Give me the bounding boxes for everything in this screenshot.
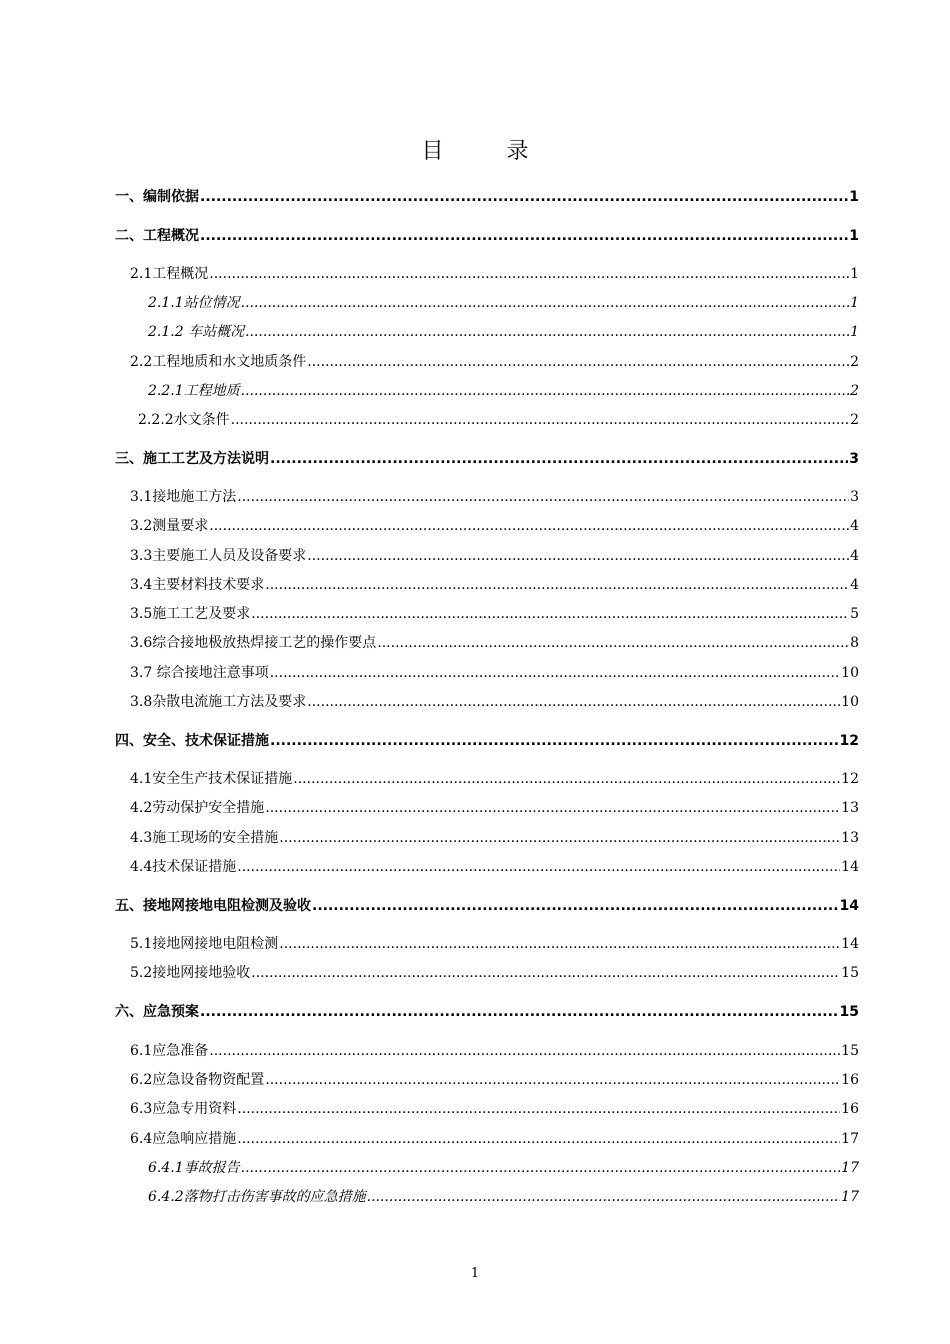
toc-entry-page: 3	[849, 451, 859, 467]
toc-leader-dots	[241, 1160, 841, 1176]
toc-entry[interactable]	[130, 827, 859, 847]
toc-entry-page: 17	[841, 1189, 859, 1205]
toc-entry-page: 12	[841, 771, 859, 787]
toc-entry-label: 4.3施工现场的安全措施	[130, 830, 279, 846]
toc-entry-label: 6.4应急响应措施	[130, 1131, 237, 1147]
toc-entry-label: 3.4主要材料技术要求	[130, 577, 265, 593]
toc-leader-dots	[241, 383, 849, 399]
toc-entry-page: 2	[850, 383, 859, 399]
toc-entry-page: 15	[841, 965, 859, 981]
toc-entry[interactable]	[130, 1128, 859, 1148]
toc-entry-page: 10	[841, 694, 859, 710]
toc-entry-page: 1	[849, 189, 859, 205]
toc-entry-page: 3	[850, 489, 859, 505]
toc-entry-page: 14	[841, 859, 859, 875]
toc-entry-label: 3.7 综合接地注意事项	[130, 665, 269, 681]
toc-entry[interactable]	[130, 263, 859, 283]
toc-entry-page: 16	[841, 1101, 859, 1117]
toc-leader-dots	[209, 1043, 840, 1059]
toc-entry[interactable]	[115, 225, 859, 245]
toc-entry-page: 13	[841, 830, 859, 846]
toc-entry[interactable]	[130, 574, 859, 594]
toc-entry-page: 1	[850, 295, 859, 311]
toc-entry-label: 一、编制依据	[115, 189, 199, 205]
toc-leader-dots	[237, 1101, 840, 1117]
toc-leader-dots	[265, 577, 849, 593]
toc-entry-page: 10	[841, 665, 859, 681]
toc-entry[interactable]	[148, 292, 859, 312]
toc-entry-label: 6.4.2落物打击伤害事故的应急措施	[148, 1189, 366, 1205]
toc-entry-label: 3.5施工工艺及要求	[130, 606, 251, 622]
toc-entry-label: 6.4.1事故报告	[148, 1160, 240, 1176]
toc-entry[interactable]	[130, 768, 859, 788]
toc-leader-dots	[237, 489, 849, 505]
toc-entry[interactable]	[115, 730, 859, 750]
toc-entry-page: 15	[841, 1043, 859, 1059]
toc-entry-label: 6.1应急准备	[130, 1043, 209, 1059]
toc-leader-dots	[231, 412, 849, 428]
toc-entry-label: 六、应急预案	[115, 1004, 199, 1020]
toc-entry[interactable]	[138, 409, 859, 429]
toc-entry-page: 1	[850, 266, 859, 282]
toc-entry-label: 2.2工程地质和水文地质条件	[130, 354, 307, 370]
toc-leader-dots	[293, 771, 840, 787]
toc-entry-label: 3.6综合接地极放热焊接工艺的操作要点	[130, 635, 377, 651]
toc-leader-dots	[279, 936, 840, 952]
toc-leader-dots	[270, 451, 848, 467]
toc-entry[interactable]	[130, 691, 859, 711]
toc-entry-page: 17	[841, 1160, 859, 1176]
toc-entry[interactable]	[148, 321, 859, 341]
toc-entry-page: 2	[850, 412, 859, 428]
toc-leader-dots	[307, 694, 840, 710]
toc-leader-dots	[312, 898, 839, 914]
toc-entry[interactable]	[148, 1157, 859, 1177]
toc-entry-page: 1	[849, 228, 859, 244]
toc-entry[interactable]	[130, 962, 859, 982]
toc-entry-label: 二、工程概况	[115, 228, 199, 244]
toc-leader-dots	[209, 266, 849, 282]
toc-leader-dots	[251, 965, 840, 981]
toc-entry-label: 5.1接地网接地电阻检测	[130, 936, 279, 952]
toc-entry-label: 3.3主要施工人员及设备要求	[130, 548, 307, 564]
toc-entry-page: 14	[839, 898, 859, 914]
toc-entry-label: 2.1.2 车站概况	[148, 324, 245, 340]
toc-entry-page: 13	[841, 800, 859, 816]
toc-entry[interactable]	[130, 486, 859, 506]
toc-entry-label: 3.8杂散电流施工方法及要求	[130, 694, 307, 710]
toc-leader-dots	[245, 324, 849, 340]
toc-leader-dots	[241, 295, 849, 311]
toc-entry-page: 5	[850, 606, 859, 622]
toc-entry[interactable]	[130, 662, 859, 682]
toc-entry-page: 4	[850, 518, 859, 534]
toc-entry[interactable]	[130, 545, 859, 565]
toc-leader-dots	[307, 354, 849, 370]
toc-entry[interactable]	[130, 856, 859, 876]
toc-entry-label: 6.2应急设备物资配置	[130, 1072, 265, 1088]
toc-entry-label: 五、接地网接地电阻检测及验收	[115, 898, 311, 914]
toc-entry-page: 8	[850, 635, 859, 651]
toc-entry[interactable]	[115, 895, 859, 915]
page-number: 1	[470, 1266, 480, 1281]
toc-entry[interactable]	[130, 797, 859, 817]
toc-entry-label: 5.2接地网接地验收	[130, 965, 251, 981]
toc-leader-dots	[200, 189, 848, 205]
toc-entry[interactable]	[115, 1001, 859, 1021]
toc-leader-dots	[307, 548, 849, 564]
toc-entry-label: 2.2.2水文条件	[138, 412, 230, 428]
toc-entry-page: 14	[841, 936, 859, 952]
toc-leader-dots	[270, 733, 839, 749]
toc-entry-label: 3.1接地施工方法	[130, 489, 237, 505]
toc-entry-page: 4	[850, 577, 859, 593]
toc-entry-page: 2	[850, 354, 859, 370]
toc-leader-dots	[200, 228, 848, 244]
toc-entry-page: 4	[850, 548, 859, 564]
toc-entry[interactable]	[130, 1098, 859, 1118]
toc-entry[interactable]	[115, 448, 859, 468]
toc-leader-dots	[377, 635, 849, 651]
toc-entry-page: 1	[850, 324, 859, 340]
toc-entry-label: 2.1工程概况	[130, 266, 209, 282]
toc-leader-dots	[200, 1004, 839, 1020]
toc-entry-label: 3.2测量要求	[130, 518, 209, 534]
toc-title: 目 录	[421, 139, 557, 164]
toc-entry-label: 2.1.1站位情况	[148, 295, 240, 311]
toc-leader-dots	[270, 665, 840, 681]
toc-leader-dots	[237, 859, 840, 875]
toc-entry[interactable]	[130, 1069, 859, 1089]
toc-entry[interactable]	[130, 603, 859, 623]
toc-entry[interactable]	[148, 380, 859, 400]
toc-entry[interactable]	[130, 1040, 859, 1060]
toc-leader-dots	[265, 1072, 840, 1088]
toc-entry[interactable]	[148, 1186, 859, 1206]
toc-entry[interactable]	[115, 186, 859, 206]
toc-entry-page: 15	[839, 1004, 859, 1020]
toc-leader-dots	[209, 518, 849, 534]
toc-entry-page: 12	[839, 733, 859, 749]
toc-entry-label: 四、安全、技术保证措施	[115, 733, 269, 749]
toc-leader-dots	[265, 800, 840, 816]
toc-entry-label: 4.2劳动保护安全措施	[130, 800, 265, 816]
toc-entry[interactable]	[130, 632, 859, 652]
toc-entry[interactable]	[130, 351, 859, 371]
toc-entry-label: 三、施工工艺及方法说明	[115, 451, 269, 467]
toc-leader-dots	[367, 1189, 841, 1205]
toc-entry[interactable]	[130, 515, 859, 535]
toc-entry[interactable]	[130, 933, 859, 953]
toc-entry-page: 16	[841, 1072, 859, 1088]
toc-entry-label: 4.1安全生产技术保证措施	[130, 771, 293, 787]
toc-leader-dots	[237, 1131, 840, 1147]
toc-leader-dots	[251, 606, 849, 622]
toc-entry-label: 6.3应急专用资料	[130, 1101, 237, 1117]
toc-entry-page: 17	[841, 1131, 859, 1147]
toc-leader-dots	[279, 830, 840, 846]
toc-entry-label: 2.2.1工程地质	[148, 383, 240, 399]
toc-entry-label: 4.4技术保证措施	[130, 859, 237, 875]
